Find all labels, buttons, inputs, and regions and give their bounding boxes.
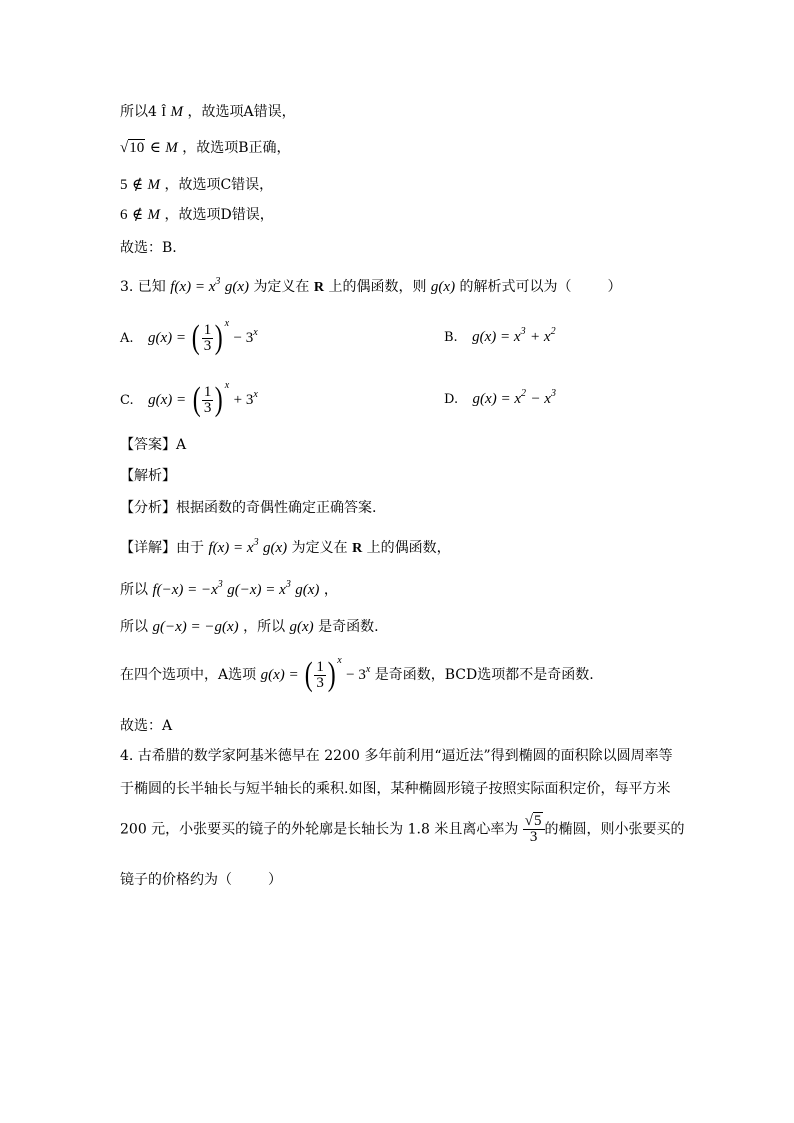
text: 所以: [120, 619, 148, 635]
line-2: [120, 138, 291, 158]
option-label: A.: [120, 331, 134, 346]
math-lhs: g(x) =: [148, 392, 187, 408]
left-paren: (: [192, 381, 201, 418]
real-set-R: R: [352, 541, 363, 556]
number: 6: [120, 207, 128, 223]
math-rest: − 3: [233, 330, 254, 346]
exponent: 2: [550, 326, 556, 337]
math-lhs: g(x) =: [260, 667, 299, 683]
fraction: $\frac{1}{3}$: [316, 658, 324, 691]
number: 5: [120, 177, 128, 193]
fraction-sqrt5-over-3: $\frac{√5}{3}$: [523, 814, 545, 845]
math-expr: f(−x) = −x: [152, 582, 218, 598]
garbled-symbol: Î: [161, 105, 167, 120]
text: 为定义在: [253, 279, 310, 295]
text: 3. 已知: [120, 279, 166, 295]
question-4-line-4: [120, 870, 282, 890]
exponent: 3: [215, 276, 221, 287]
exponent: x: [224, 380, 230, 391]
right-paren: ): [214, 319, 223, 356]
text: ，故选项A错误，: [187, 104, 296, 120]
text: 上的偶函数，: [366, 540, 451, 556]
exponent: 3: [285, 579, 291, 590]
math-fx: f(x) = x: [208, 540, 254, 556]
text: 所以: [120, 582, 148, 598]
option-c: [120, 380, 258, 417]
text: 在四个选项中，A选项: [120, 667, 257, 683]
math-expr: g(x): [295, 582, 320, 598]
not-element-symbol: ∉: [131, 207, 144, 223]
question-3: [120, 272, 622, 298]
text: 200 元，小张要买的镜子的外轮廓是长轴长为 1.8 米且离心率为: [120, 821, 519, 838]
text: ）: [607, 279, 622, 295]
math-rest: − 3: [346, 667, 366, 683]
question-4-line-3: [120, 814, 685, 845]
step-2: [120, 617, 379, 637]
option-d: [444, 388, 556, 408]
sqrt-10: √10: [120, 140, 145, 156]
set-M: M: [147, 207, 161, 223]
text: ，故选项C错误，: [164, 177, 274, 193]
set-M: M: [165, 140, 178, 156]
line-3: [120, 175, 273, 195]
line-5: 故选：B.: [120, 240, 177, 256]
fraction: $\frac{1}{3}$: [203, 321, 212, 354]
math-gx: g(x): [263, 540, 288, 556]
fraction: $\frac{1}{3}$: [203, 383, 212, 416]
text: ，故选项D错误，: [164, 207, 274, 223]
option-label: B.: [444, 330, 458, 345]
text: ，所以: [243, 619, 286, 635]
text: 是奇函数，BCD选项都不是奇函数.: [374, 667, 594, 683]
text: 是奇函数.: [318, 619, 379, 635]
option-a: [120, 318, 258, 355]
text: ，: [323, 582, 338, 598]
option-b: [444, 326, 556, 346]
right-paren: ): [327, 656, 336, 693]
answer-tag: 【答案】A: [120, 437, 187, 453]
text: ）: [268, 872, 282, 888]
exponent: 3: [550, 388, 556, 399]
left-paren: (: [192, 319, 201, 356]
detail-line: [120, 533, 451, 559]
exponent: 2: [520, 388, 526, 399]
element-of-symbol: ∈: [149, 140, 161, 156]
text: 为定义在: [291, 540, 348, 556]
text: 的椭圆，则小张要买的: [544, 821, 685, 838]
exponent: x: [224, 318, 230, 329]
line-1: [120, 102, 296, 123]
exponent: x: [365, 664, 371, 675]
step-1: [120, 575, 338, 600]
math-gx: g(x): [430, 279, 456, 295]
set-M: M: [147, 177, 161, 193]
math-lhs: g(x) =: [147, 330, 187, 346]
math-expr: g(x) = x: [472, 391, 521, 407]
math-gx: g(x): [224, 279, 249, 295]
text: 所以4: [120, 104, 157, 120]
left-paren: (: [304, 656, 313, 693]
math-fx: f(x) = x: [170, 279, 216, 295]
math-expr: − x: [530, 391, 551, 407]
math-expr: g(−x) = x: [227, 582, 286, 598]
step-4: 故选：A: [120, 718, 173, 734]
exponent: x: [337, 655, 342, 666]
option-label: C.: [120, 393, 134, 408]
not-element-symbol: ∉: [131, 177, 144, 193]
math-rest: + 3: [233, 392, 254, 408]
line-4: [120, 205, 274, 225]
text: 上的偶函数，则: [328, 279, 427, 295]
analysis-summary: 【分析】根据函数的奇偶性确定正确答案.: [120, 500, 377, 516]
question-4-line-2: 于椭圆的长半轴长与短半轴长的乘积.如图，某种椭圆形镜子按照实际面积定价，每平方米: [120, 781, 671, 797]
math-expr: g(x) = x: [472, 329, 521, 345]
math-gx: g(x): [289, 619, 314, 635]
exponent: x: [253, 389, 258, 400]
right-paren: ): [215, 381, 224, 418]
text: ，故选项B正确，: [182, 140, 291, 156]
real-set-R: R: [313, 280, 325, 295]
exponent: 3: [253, 537, 259, 548]
option-label: D.: [444, 392, 459, 407]
exponent: 3: [520, 326, 526, 337]
analysis-tag: 【解析】: [120, 468, 176, 484]
text: 【详解】由于: [120, 540, 204, 556]
exponent: x: [253, 327, 258, 338]
text: 的解析式可以为（: [459, 279, 572, 295]
question-4-line-1: 4. 古希腊的数学家阿基米德早在 2200 多年前利用“逼近法”得到椭圆的面积除以圆周率等: [120, 748, 673, 764]
step-3: [120, 655, 594, 692]
math-expr: g(−x) = −g(x): [152, 619, 239, 635]
set-M: M: [170, 104, 183, 120]
math-expr: + x: [530, 329, 551, 345]
exponent: 3: [217, 579, 223, 590]
text: 镜子的价格约为（: [120, 872, 232, 888]
